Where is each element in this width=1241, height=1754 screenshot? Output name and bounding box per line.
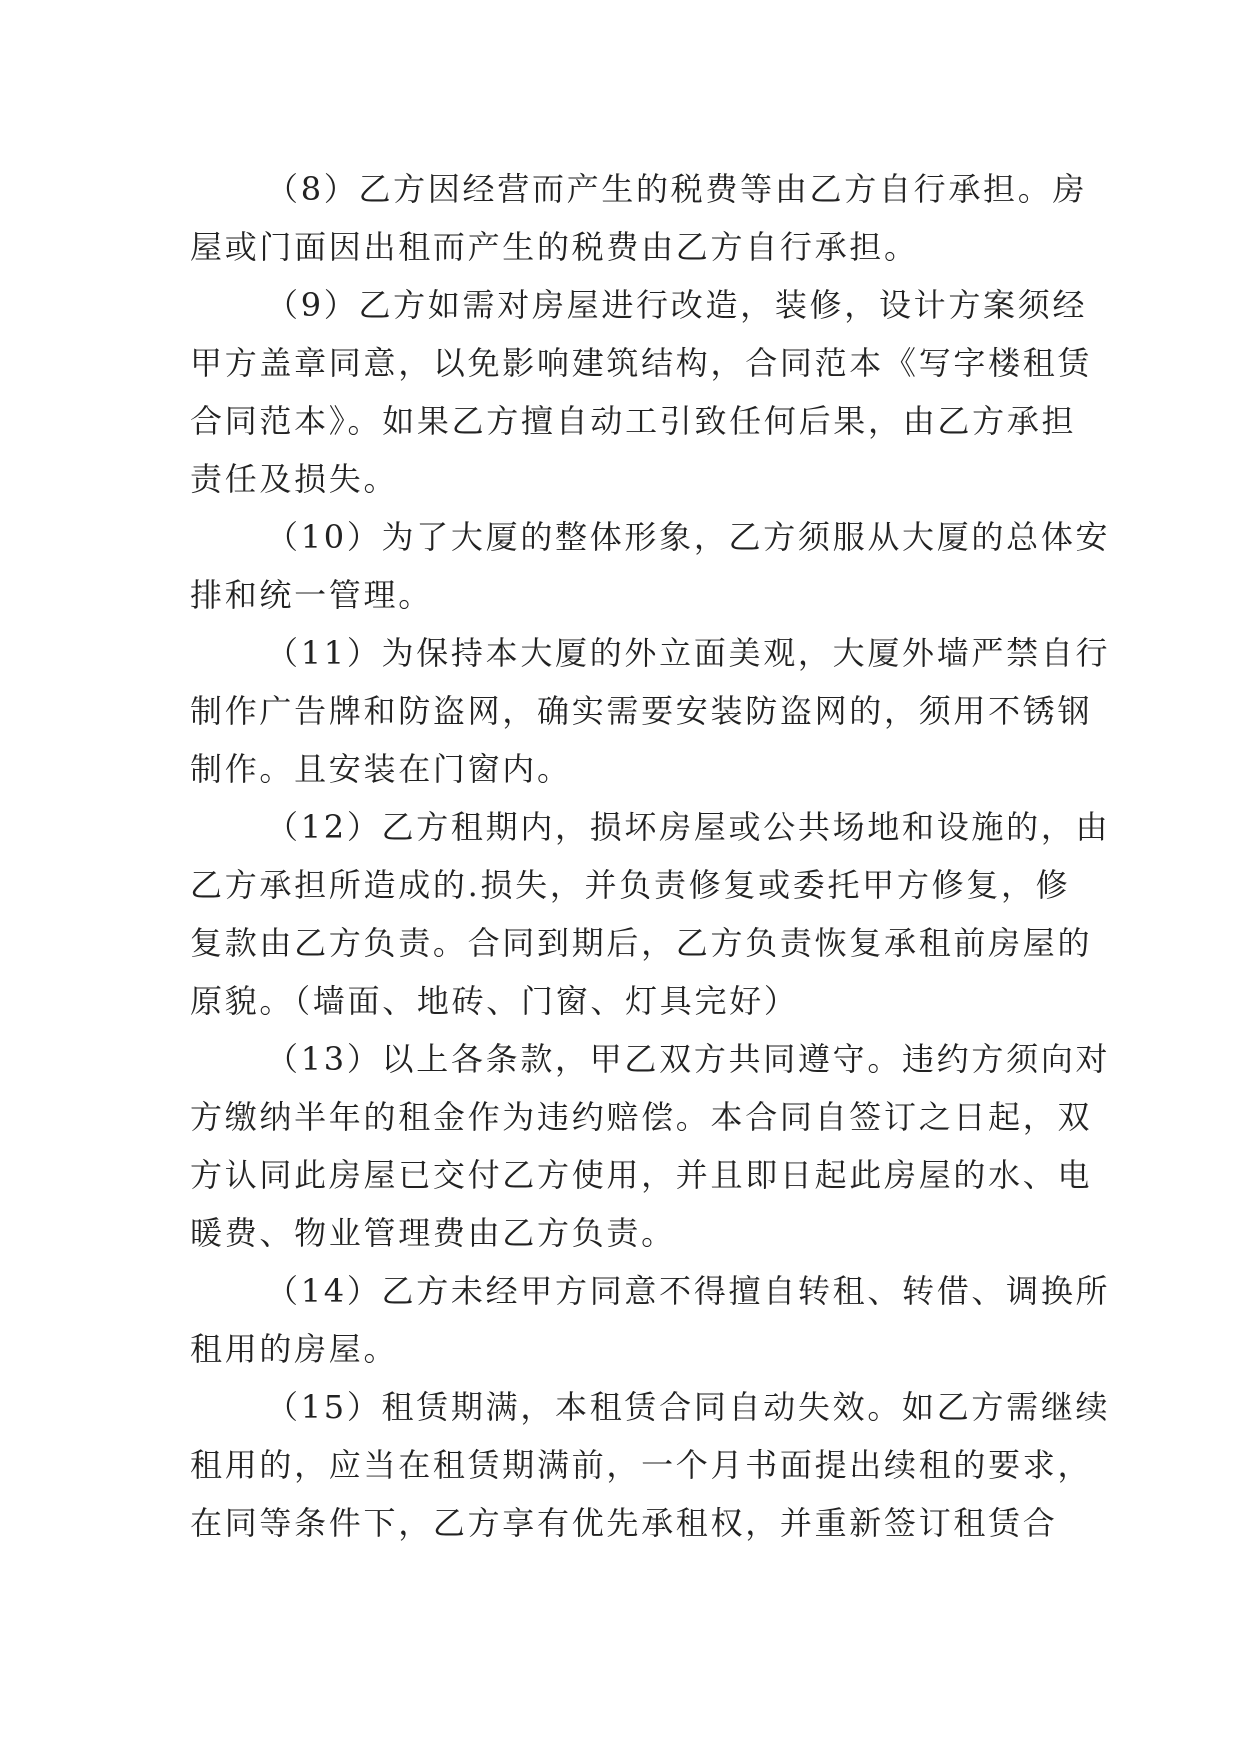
clause-15 — [190, 1378, 1111, 1552]
paragraph-line: 方缴纳半年的租金作为违约赔偿。本合同自签订之日起，双 — [190, 1098, 1093, 1136]
paragraph-line: 复款由乙方负责。合同到期后，乙方负责恢复承租前房屋的 — [190, 924, 1093, 962]
paragraph-line: 原貌。（墙面、地砖、门窗、灯具完好） — [190, 982, 799, 1020]
clause-8 — [190, 160, 1088, 276]
paragraph-line: 在同等条件下，乙方享有优先承租权，并重新签订租赁合 — [190, 1504, 1058, 1542]
paragraph-line: 甲方盖章同意，以免影响建筑结构，合同范本《写字楼租赁 — [190, 344, 1093, 382]
paragraph-line: （13）以上各条款，甲乙双方共同遵守。违约方须向对 — [266, 1040, 1111, 1078]
clause-13 — [190, 1030, 1111, 1262]
paragraph-line: 制作。且安装在门窗内。 — [190, 750, 572, 788]
clause-14 — [190, 1262, 1111, 1378]
paragraph-line: 合同范本》。如果乙方擅自动工引致任何后果，由乙方承担 — [190, 402, 1077, 440]
paragraph-line: （8）乙方因经营而产生的税费等由乙方自行承担。房 — [266, 170, 1088, 208]
paragraph-line: 租用的，应当在租赁期满前，一个月书面提出续租的要求， — [190, 1446, 1093, 1484]
clause-11 — [190, 624, 1111, 798]
paragraph-line: 制作广告牌和防盗网，确实需要安装防盗网的，须用不锈钢 — [190, 692, 1093, 730]
clause-10 — [190, 508, 1111, 624]
clause-9 — [190, 276, 1093, 508]
paragraph-line: 乙方承担所造成的.损失，并负责修复或委托甲方修复，修 — [190, 866, 1071, 904]
paragraph-line: 屋或门面因出租而产生的税费由乙方自行承担。 — [190, 228, 919, 266]
paragraph-line: 暖费、物业管理费由乙方负责。 — [190, 1214, 676, 1252]
paragraph-line: （11）为保持本大厦的外立面美观，大厦外墙严禁自行 — [266, 634, 1111, 672]
paragraph-line: （12）乙方租期内，损坏房屋或公共场地和设施的，由 — [266, 808, 1111, 846]
paragraph-line: （9）乙方如需对房屋进行改造，装修，设计方案须经 — [266, 286, 1088, 324]
paragraph-line: 租用的房屋。 — [190, 1330, 399, 1368]
paragraph-line: （10）为了大厦的整体形象，乙方须服从大厦的总体安 — [266, 518, 1111, 556]
paragraph-line: 方认同此房屋已交付乙方使用，并且即日起此房屋的水、电 — [190, 1156, 1093, 1194]
paragraph-line: 排和统一管理。 — [190, 576, 433, 614]
clause-12 — [190, 798, 1111, 1030]
document-body — [190, 160, 1111, 1552]
paragraph-line: 责任及损失。 — [190, 460, 399, 498]
paragraph-line: （14）乙方未经甲方同意不得擅自转租、转借、调换所 — [266, 1272, 1111, 1310]
paragraph-line: （15）租赁期满，本租赁合同自动失效。如乙方需继续 — [266, 1388, 1111, 1426]
